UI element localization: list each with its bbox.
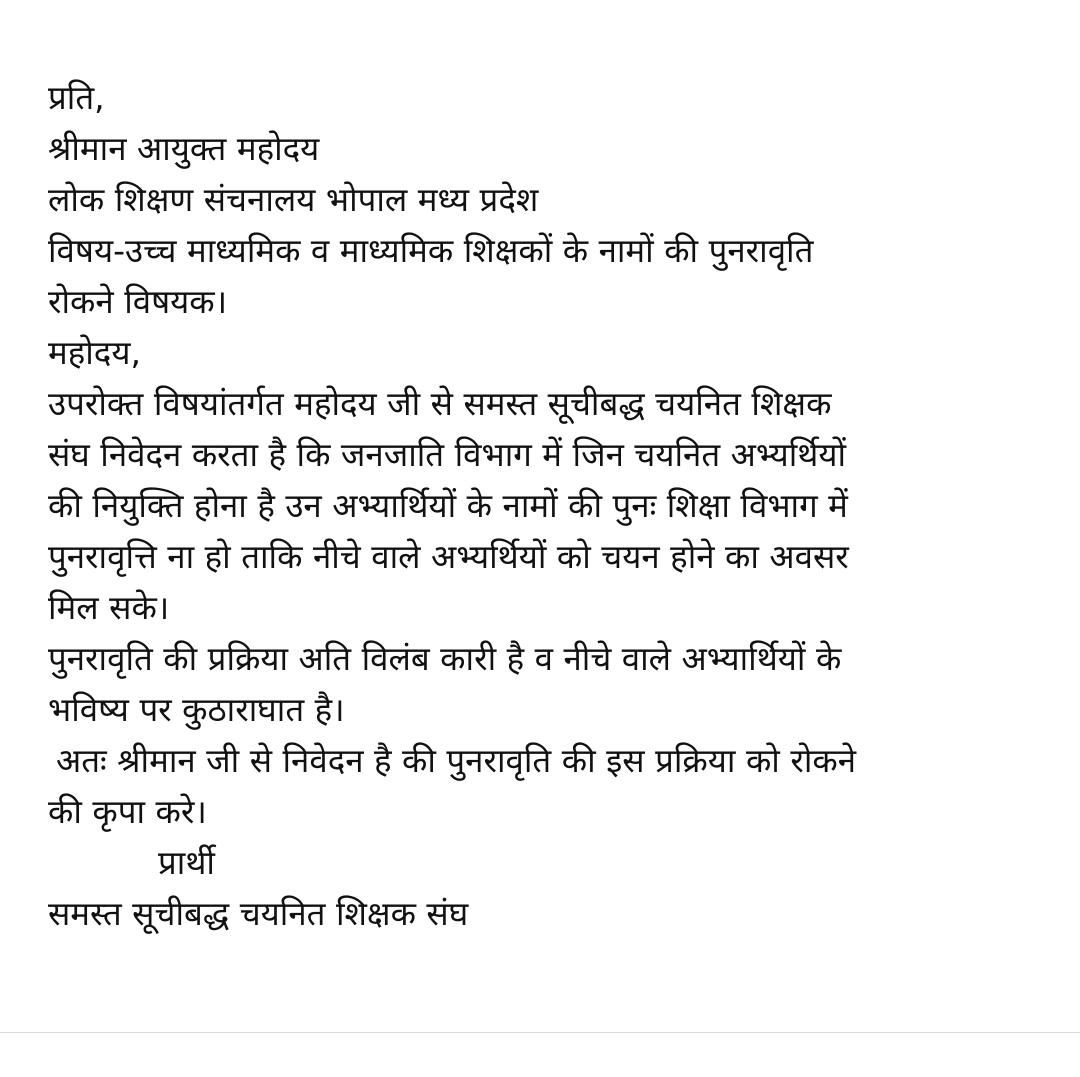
bottom-divider: [0, 1032, 1080, 1033]
body-line: की कृपा करे।: [48, 792, 207, 831]
body-line: अतः श्रीमान जी से निवेदन है की पुनरावृति की इस प्रक्रिया को रोकने: [56, 741, 857, 780]
office-address: लोक शिक्षण संचनालय भोपाल मध्य प्रदेश: [48, 180, 539, 219]
signatory: समस्त सूचीबद्ध चयनित शिक्षक संघ: [48, 894, 469, 933]
body-line: संघ निवेदन करता है कि जनजाति विभाग में जिन चयनित अभ्यर्थियों: [48, 435, 847, 474]
letter-document: [48, 72, 1058, 939]
closing: प्रार्थी: [158, 843, 215, 882]
body-line: की नियुक्ति होना है उन अभ्यार्थियों के नामों की पुनः शिक्षा विभाग में: [48, 486, 848, 525]
addressee: श्रीमान आयुक्त महोदय: [48, 129, 320, 168]
subject-line: विषय-उच्च माध्यमिक व माध्यमिक शिक्षकों के नामों की पुनरावृति: [48, 231, 814, 270]
body-line: उपरोक्त विषयांतर्गत महोदय जी से समस्त सूचीबद्ध चयनित शिक्षक: [48, 384, 832, 423]
subject-line: रोकने विषयक।: [48, 282, 228, 321]
body-line: पुनरावृत्ति ना हो ताकि नीचे वाले अभ्यर्थियों को चयन होने का अवसर: [48, 537, 849, 576]
body-line: भविष्य पर कुठाराघात है।: [48, 690, 345, 729]
salutation-to: प्रति,: [48, 78, 105, 117]
body-line: पुनरावृति की प्रक्रिया अति विलंब कारी है व नीचे वाले अभ्यार्थियों के: [48, 639, 842, 678]
body-line: मिल सके।: [48, 588, 170, 627]
greeting: महोदय,: [48, 333, 141, 372]
